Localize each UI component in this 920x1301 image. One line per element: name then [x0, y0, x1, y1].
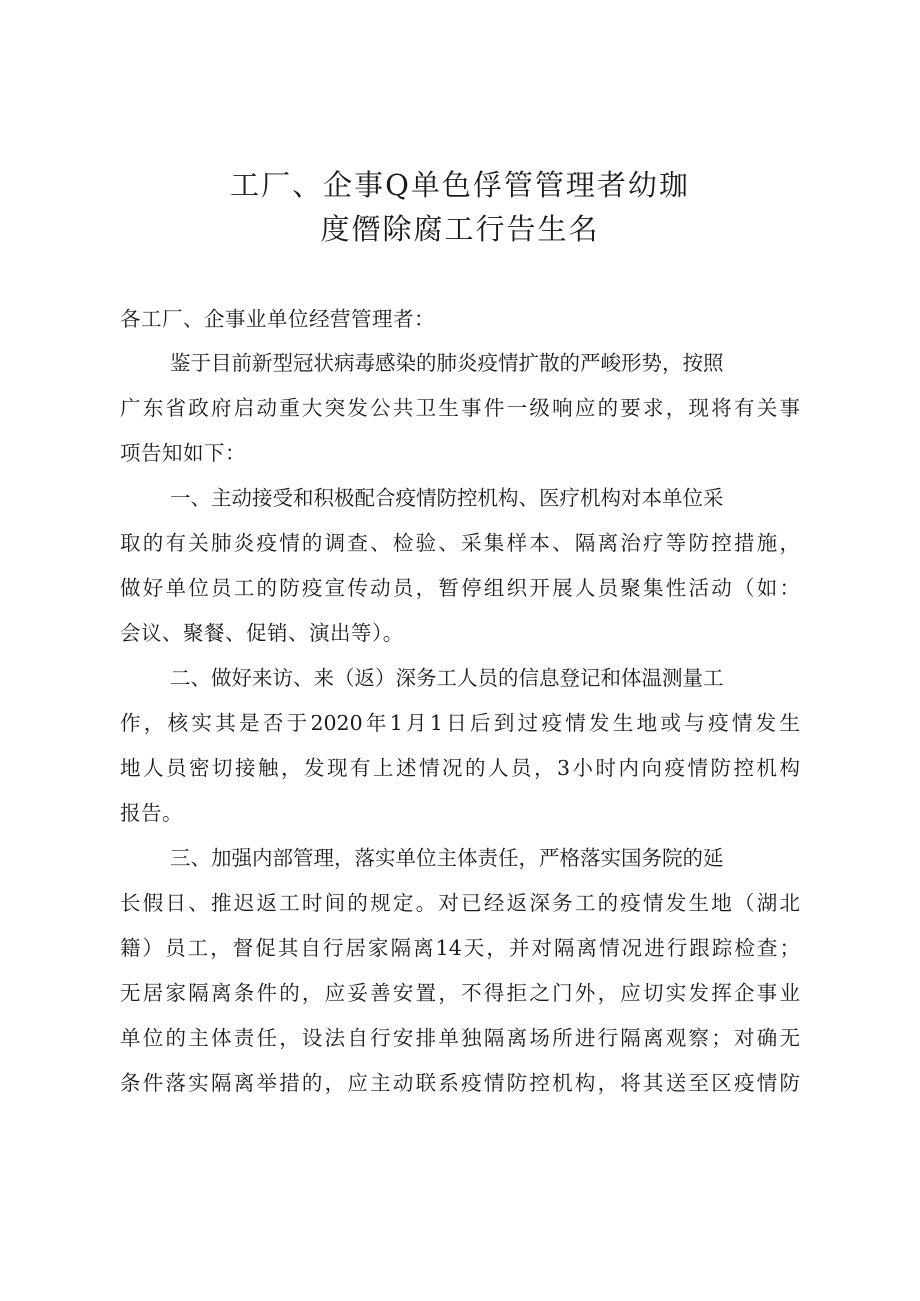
paragraph-1-line-3: 项告知如下： — [120, 441, 246, 465]
document-title-line-1: 工厂、企事Q单色俘管管理者幼珈 — [230, 168, 690, 202]
paragraph-4-line-4: 无居家隔离条件的，应妥善安置，不得拒之门外，应切实发挥企事业 — [120, 981, 800, 1005]
document-title-line-2: 度僭除腐工行告生名 — [320, 212, 600, 246]
salutation: 各工厂、企事业单位经营管理者： — [120, 307, 435, 331]
paragraph-3-line-2: 作，核实其是否于2020年1月1日后到过疫情发生地或与疫情发生 — [120, 711, 800, 735]
paragraph-4-line-1: 三、加强内部管理，落实单位主体责任，严格落实国务院的延 — [170, 846, 724, 870]
paragraph-2-line-4: 会议、聚餐、促销、演出等）。 — [120, 621, 404, 645]
paragraph-3-line-4: 报告。 — [120, 801, 183, 825]
paragraph-3-line-3: 地人员密切接触，发现有上述情况的人员，3小时内向疫情防控机构 — [120, 756, 800, 780]
paragraph-2-line-2: 取的有关肺炎疫情的调查、检验、采集样本、隔离治疗等防控措施， — [120, 531, 800, 555]
paragraph-1-line-2: 广东省政府启动重大突发公共卫生事件一级响应的要求，现将有关事 — [120, 396, 800, 420]
paragraph-1-line-1: 鉴于目前新型冠状病毒感染的肺炎疫情扩散的严峻形势，按照 — [170, 351, 724, 375]
paragraph-4-line-6: 条件落实隔离举措的，应主动联系疫情防控机构，将其送至区疫情防 — [120, 1071, 800, 1095]
paragraph-4-line-3: 籍）员工，督促其自行居家隔离14天，并对隔离情况进行跟踪检查； — [120, 936, 800, 960]
paragraph-3-line-1: 二、做好来访、来（返）深务工人员的信息登记和体温测量工 — [170, 666, 724, 690]
paragraph-2-line-3: 做好单位员工的防疫宣传动员，暂停组织开展人员聚集性活动（如： — [120, 576, 800, 600]
paragraph-2-line-1: 一、主动接受和积极配合疫情防控机构、医疗机构对本单位采 — [170, 486, 724, 510]
paragraph-4-line-2: 长假日、推迟返工时间的规定。对已经返深务工的疫情发生地（湖北 — [120, 891, 800, 915]
paragraph-4-line-5: 单位的主体责任，设法自行安排单独隔离场所进行隔离观察；对确无 — [120, 1026, 800, 1050]
